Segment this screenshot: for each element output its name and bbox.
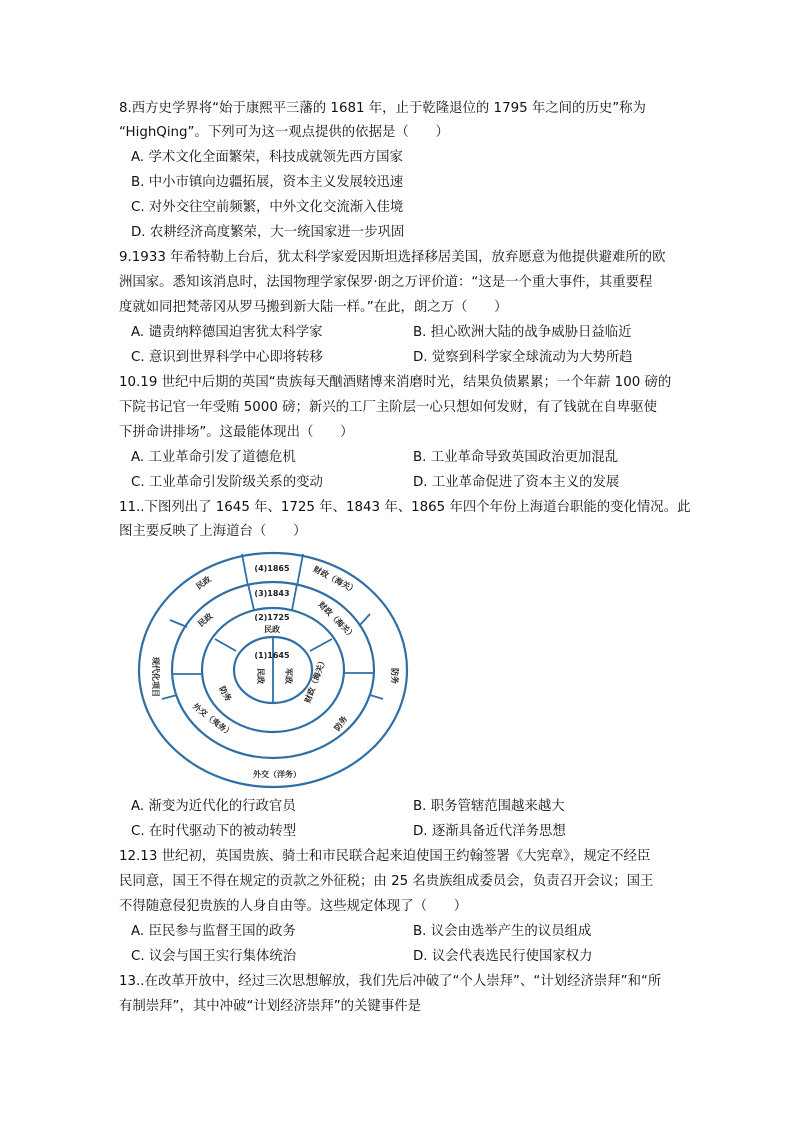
r4-caizheng: 财政（海关） [311, 564, 359, 596]
q12-option-c: C. 议会与国王实行集体统治 [131, 949, 297, 964]
q9-option-d: D. 觉察到科学家全球流动为大势所趋 [413, 350, 633, 365]
q9-stem-line3: 度就如同把梵蒂冈从罗马搬到新大陆一样。”在此，朗之万（ ） [119, 300, 508, 315]
q8-stem-line2: “HighQing”。下列可为这一观点提供的依据是（ ） [119, 125, 449, 140]
q9-option-a: A. 谴责纳粹德国迫害犹太科学家 [131, 325, 323, 340]
q12-option-d: D. 议会代表选民行使国家权力 [413, 949, 593, 964]
q9-stem-line2: 洲国家。悉知该消息时，法国物理学家保罗·朗之万评价道：“这是一个重大事件，其重要程 [119, 275, 653, 290]
r3-diplomacy: 外交（夷务） [190, 701, 235, 739]
q10-stem-line2: 下院书记官一年受贿 5000 磅；新兴的工厂主阶层一心只想如何发财，有了钱就在自卑驱使 [119, 400, 658, 415]
q11-stem-line2: 图主要反映了上海道台（ ） [119, 524, 307, 539]
q10-option-c: C. 工业革命引发阶级关系的变动 [131, 475, 323, 490]
q10-option-a: A. 工业革命引发了道德危机 [131, 450, 296, 465]
q12-stem-line1: 12.13 世纪初，英国贵族、骑士和市民联合起来迫使国王约翰签署《大宪章》，规定不经臣 [119, 849, 651, 864]
q11-option-b: B. 职务管辖范围越来越大 [413, 799, 565, 814]
q10-option-d: D. 工业革命促进了资本主义的发展 [413, 475, 620, 490]
r4-year: (4)1865 [254, 564, 290, 573]
r1-junzheng: 军政 [284, 668, 293, 684]
r2-minzheng: 民政 [264, 625, 280, 634]
r2-caizheng: 财政（海关） [303, 656, 329, 705]
q13-stem-line1: 13..在改革开放中，经过三次思想解放，我们先后冲破了“个人崇拜”、“计划经济崇拜”和“所 [119, 974, 662, 989]
r4-minzheng: 民政 [194, 574, 213, 592]
q10-stem-line1: 10.19 世纪中后期的英国“贵族每天酗酒赌博来消磨时光，结果负债累累；一个年薪 100 磅的 [119, 375, 672, 390]
q10-option-b: B. 工业革命导致英国政治更加混乱 [413, 450, 619, 465]
r2-defense: 防务 [217, 684, 234, 703]
r4-diplomacy: 外交（洋务） [253, 770, 301, 779]
q8-option-a: A. 学术文化全面繁荣，科技成就领先西方国家 [131, 150, 403, 165]
q11-option-d: D. 逐渐具备近代洋务思想 [413, 824, 566, 839]
q9-stem-line1: 9.1933 年希特勒上台后，犹太科学家爱因斯坦选择移居美国，放弃愿意为他提供避难所的欧 [119, 250, 666, 265]
r3-caizheng: 财政（海关） [316, 600, 357, 641]
q8-option-b: B. 中小市镇向边疆拓展，资本主义发展较迅速 [131, 175, 404, 190]
q9-option-c: C. 意识到世界科学中心即将转移 [131, 350, 323, 365]
q10-stem-line3: 下拼命讲排场”。这最能体现出（ ） [119, 425, 354, 440]
r1-year: (1)1645 [254, 651, 290, 660]
q12-option-b: B. 议会由选举产生的议员组成 [413, 924, 592, 939]
r3-defense: 防务 [332, 714, 350, 733]
r4-defense: 防务 [390, 668, 399, 684]
q12-stem-line2: 民同意，国王不得在规定的贡款之外征税；由 25 名贵族组成委员会，负责召开会议；国王 [119, 874, 654, 889]
q9-option-b: B. 担心欧洲大陆的战争威胁日益临近 [413, 325, 632, 340]
q13-stem-line2: 有制崇拜”，其中冲破“计划经济崇拜”的关键事件是 [119, 999, 422, 1014]
r3-minzheng: 民政 [196, 611, 215, 629]
q8-option-d: D. 农耕经济高度繁荣，大一统国家进一步巩固 [131, 225, 405, 240]
q12-stem-line3: 不得随意侵犯贵族的人身自由等。这些规定体现了（ ） [119, 899, 468, 914]
q11-stem-line1: 11..下图列出了 1645 年、1725 年、1843 年、1865 年四个年份上海道台职能的变化情况。此 [119, 500, 691, 515]
r2-year: (2)1725 [254, 613, 290, 622]
shanghai-daotai-diagram [135, 549, 415, 793]
q8-stem-line1: 8.西方史学界将“始于康熙平三藩的 1681 年，止于乾隆退位的 1795 年之间的历史”称为 [119, 101, 646, 116]
r4-modernization: 现代化项目 [151, 657, 160, 697]
r3-year: (3)1843 [254, 589, 290, 598]
q12-option-a: A. 臣民参与监督王国的政务 [131, 924, 296, 939]
q8-option-c: C. 对外交往空前频繁，中外文化交流渐入佳境 [131, 200, 404, 215]
q11-option-c: C. 在时代驱动下的被动转型 [131, 824, 297, 839]
q11-option-a: A. 渐变为近代化的行政官员 [131, 799, 296, 814]
r1-minzheng: 民政 [256, 668, 265, 684]
